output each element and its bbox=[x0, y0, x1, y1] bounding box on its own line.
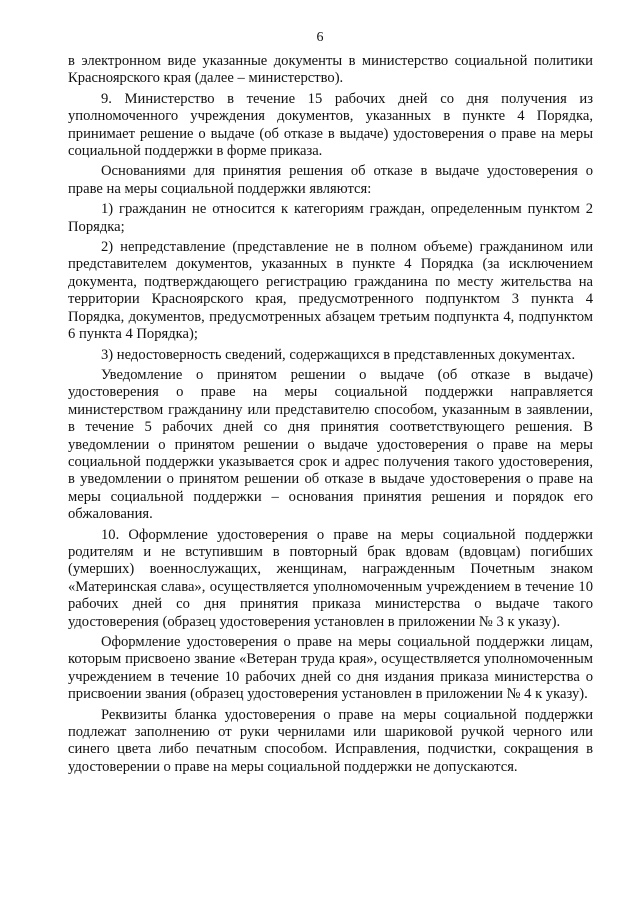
paragraph-notification: Уведомление о принятом решении о выдаче (об отказе в выдаче) удостоверения о праве на меры социальной поддержки направляется министерством гражданину или представителю способом, указанным в заявлении, в течение 5 рабочих дней со дня принятия соответствующего решения. В уведомлении о принятом решении о выдаче удостоверения о праве на меры социальной поддержки указывается срок и адрес получения такого удостоверения, в уведомлении о принятом решении об отказе в выдаче удостоверения о праве на меры социальной поддержки – основания принятия решения и порядок его обжалования. bbox=[68, 366, 593, 523]
paragraph-item-9: 9. Министерство в течение 15 рабочих дней со дня получения из уполномоченного учреждения документов, указанных в пункте 4 Порядка, принимает решение о выдаче (об отказе в выдаче) удостоверения о праве на меры социальной поддержки в форме приказа. bbox=[68, 90, 593, 160]
paragraph-continuation: в электронном виде указанные документы в министерство социальной политики Красноярского края (далее – министерство). bbox=[68, 53, 593, 87]
paragraph-refusal-grounds: Основаниями для принятия решения об отказе в выдаче удостоверения о праве на меры социальной поддержки являются: bbox=[68, 163, 593, 197]
paragraph-veteran-of-labor: Оформление удостоверения о праве на меры социальной поддержки лицам, которым присвоено звание «Ветеран труда края», осуществляется уполномоченным учреждением в течение 10 рабочих дней со дня издания приказа министерства о присвоении звания (образец удостоверения установлен в приложении № 4 к указу). bbox=[68, 634, 593, 703]
paragraph-ground-2: 2) непредставление (представление не в полном объеме) гражданином или представителем документов, указанных в пункте 4 Порядка (за исключением документа, подтверждающего регистрацию гражданина по месту жительства на территории Красноярского края, предусмотренного подпунктом 3 пункта 4 Порядка, документов, предусмотренных абзацем третьим подпункта 4, подпунктом 6 пункта 4 Порядка); bbox=[68, 239, 593, 343]
paragraph-form-requisites: Реквизиты бланка удостоверения о праве на меры социальной поддержки подлежат заполнению от руки чернилами или шариковой ручкой черного или синего цвета либо печатным способом. Исправления, подчистки, сокращения в удостоверении о праве на меры социальной поддержки не допускаются. bbox=[68, 706, 593, 775]
page-number: 6 bbox=[316, 30, 324, 45]
document-body bbox=[68, 53, 593, 776]
paragraph-ground-3: 3) недостоверность сведений, содержащихся в представленных документах. bbox=[101, 346, 576, 363]
paragraph-item-10: 10. Оформление удостоверения о праве на меры социальной поддержки родителям и не вступившим в повторный брак вдовам (вдовцам) погибших (умерших) военнослужащих, женщинам, награжденным Почетным знаком «Материнская слава», осуществляется уполномоченным учреждением в течение 10 рабочих дней со дня принятия приказа министерства о выдаче такого удостоверения (образец удостоверения установлен в приложении № 3 к указу). bbox=[68, 526, 593, 630]
paragraph-ground-1: 1) гражданин не относится к категориям граждан, определенным пунктом 2 Порядка; bbox=[68, 201, 593, 235]
